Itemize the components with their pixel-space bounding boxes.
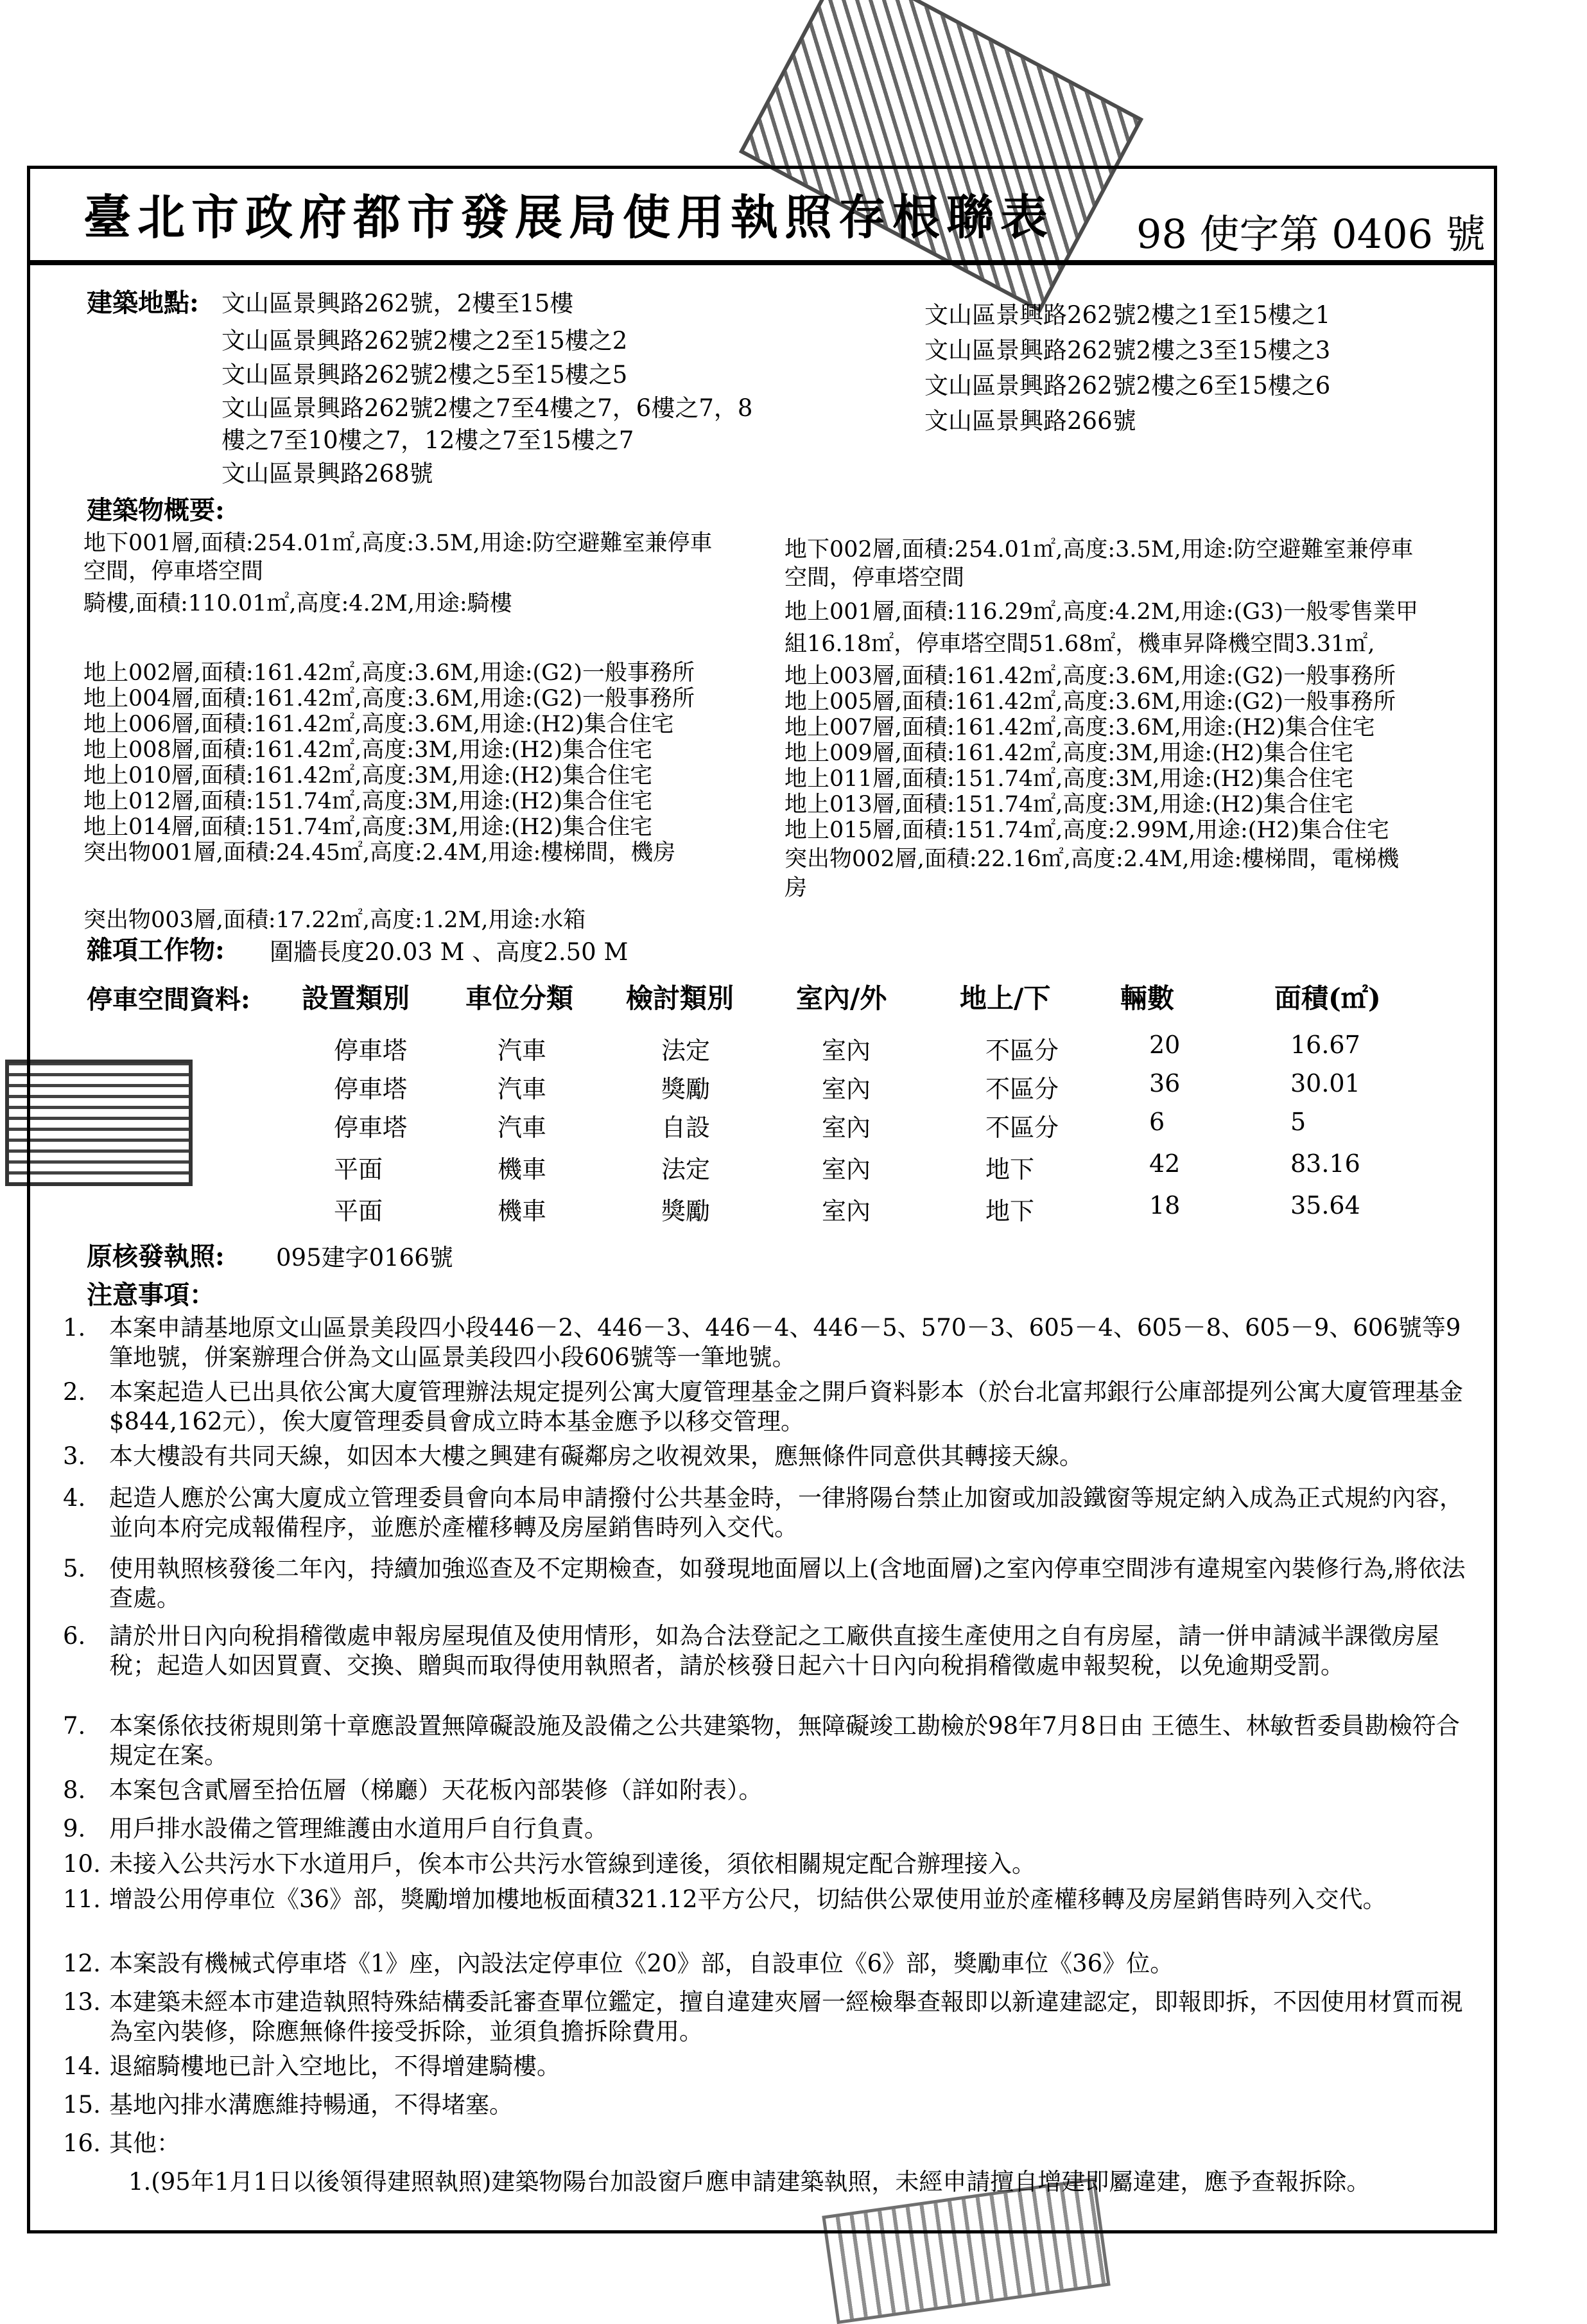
parking-cell: 83.16	[1290, 1149, 1360, 1178]
overview-line: 空間，停車塔空間	[785, 565, 965, 591]
note-number: 7.	[63, 1712, 86, 1740]
overview-line: 地上014層,面積:151.74㎡,高度:3M,用途:(H2)集合住宅	[83, 814, 653, 840]
note-number: 8.	[63, 1776, 86, 1804]
parking-cell: 停車塔	[334, 1114, 408, 1142]
location-label: 建築地點:	[87, 288, 199, 318]
note-text: 使用執照核發後二年內，持續加強巡查及不定期檢查，如發現地面層以上(含地面層)之室內停車空間涉有違規室內裝修行為,將依法查處。	[109, 1555, 1466, 1612]
parking-col-header: 設置類別	[302, 983, 410, 1014]
overview-line: 地上005層,面積:161.42㎡,高度:3.6M,用途:(G2)一般事務所	[785, 689, 1396, 715]
overview-line: 騎樓,面積:110.01㎡,高度:4.2M,用途:騎樓	[83, 591, 512, 616]
notes-sub-item: 1.(95年1月1日以後領得建照執照)建築物陽台加設窗戶應申請建築執照，未經申請擅自增建即屬違建，應予查報拆除。	[128, 2168, 1371, 2196]
note-number: 4.	[63, 1484, 86, 1512]
overview-line: 地上012層,面積:151.74㎡,高度:3M,用途:(H2)集合住宅	[83, 789, 653, 814]
parking-col-header: 面積(㎡)	[1274, 983, 1381, 1014]
overview-line: 地上008層,面積:161.42㎡,高度:3M,用途:(H2)集合住宅	[83, 737, 653, 763]
location-line: 文山區景興路262號2樓之6至15樓之6	[924, 372, 1331, 399]
note-text: 請於卅日內向稅捐稽徵處申報房屋現值及使用情形，如為合法登記之工廠供直接生產使用之自有房屋，請一併申請減半課徵房屋稅；起造人如因買賣、交換、贈與而取得使用執照者，請於核發日起六十日內向稅捐稽徵處申報契稅，以免逾期受罰。	[109, 1622, 1439, 1679]
misc-label: 雜項工作物:	[87, 935, 225, 965]
note-number: 2.	[63, 1378, 86, 1406]
parking-col-header: 輛數	[1120, 983, 1175, 1014]
document-title: 臺北市政府都市發展局使用執照存根聯表	[83, 190, 1054, 245]
note-text: 用戶排水設備之管理維護由水道用戶自行負責。	[109, 1815, 608, 1842]
location-line: 文山區景興路262號2樓之5至15樓之5	[221, 361, 628, 389]
parking-cell: 機車	[498, 1197, 547, 1225]
overview-label: 建築物概要:	[87, 495, 225, 525]
overview-line: 空間，停車塔空間	[83, 559, 264, 584]
note-number: 1.	[63, 1314, 86, 1341]
parking-cell: 法定	[661, 1155, 711, 1184]
parking-col-header: 室內/外	[796, 983, 887, 1014]
note-item	[63, 2052, 1483, 2081]
overview-line: 組16.18㎡，停車塔空間51.68㎡，機車昇降機空間3.31㎡,	[785, 631, 1375, 657]
overview-line: 地上013層,面積:151.74㎡,高度:3M,用途:(H2)集合住宅	[785, 792, 1354, 817]
parking-cell: 室內	[822, 1197, 871, 1225]
note-item	[63, 1377, 1483, 1437]
parking-cell: 平面	[334, 1155, 383, 1184]
parking-cell: 獎勵	[661, 1075, 711, 1103]
parking-col-header: 車位分類	[465, 983, 574, 1014]
note-item	[63, 1885, 1483, 1914]
note-text: 本案起造人已出具依公寓大廈管理辦法規定提列公寓大廈管理基金之開戶資料影本（於台北富邦銀行公庫部提列公寓大廈管理基金$844,162元），俟大廈管理委員會成立時本基金應予以移交管理。	[109, 1378, 1463, 1435]
overview-line: 地下002層,面積:254.01㎡,高度:3.5M,用途:防空避難室兼停車	[785, 537, 1414, 563]
overview-line: 突出物003層,面積:17.22㎡,高度:1.2M,用途:水箱	[83, 907, 586, 933]
parking-cell: 室內	[822, 1114, 871, 1142]
location-line: 文山區景興路262號2樓之3至15樓之3	[924, 336, 1331, 364]
overview-line: 地上003層,面積:161.42㎡,高度:3.6M,用途:(G2)一般事務所	[785, 663, 1396, 689]
note-item	[63, 1988, 1483, 2047]
note-text: 增設公用停車位《36》部，獎勵增加樓地板面積321.12平方公尺，切結供公眾使用並於產權移轉及房屋銷售時列入交代。	[109, 1885, 1387, 1913]
overview-line: 地上002層,面積:161.42㎡,高度:3.6M,用途:(G2)一般事務所	[83, 660, 695, 686]
notes-label: 注意事項：	[87, 1280, 215, 1310]
note-item	[63, 1949, 1483, 1979]
title-divider	[27, 260, 1494, 265]
parking-cell: 30.01	[1290, 1069, 1360, 1097]
overview-line: 地上001層,面積:116.29㎡,高度:4.2M,用途:(G3)一般零售業甲	[785, 599, 1419, 625]
note-text: 起造人應於公寓大廈成立管理委員會向本局申請撥付公共基金時，一律將陽台禁止加窗或加設鐵窗等規定納入成為正式規約內容，並向本府完成報備程序，並應於產權移轉及房屋銷售時列入交代。	[109, 1484, 1463, 1541]
parking-cell: 室內	[822, 1036, 871, 1065]
note-number: 3.	[63, 1442, 86, 1470]
parking-cell: 汽車	[498, 1075, 547, 1103]
parking-cell: 36	[1149, 1069, 1181, 1097]
note-item	[63, 1483, 1483, 1542]
parking-cell: 汽車	[498, 1114, 547, 1142]
misc-value: 圍牆長度20.03 M 、高度2.50 M	[270, 938, 629, 966]
permit-number: 98 使字第 0406 號	[1136, 211, 1486, 258]
note-item	[63, 1554, 1483, 1613]
note-item	[63, 1814, 1483, 1844]
parking-cell: 平面	[334, 1197, 383, 1225]
parking-cell: 20	[1149, 1031, 1181, 1059]
note-number: 13.	[63, 1988, 101, 2016]
note-number: 12.	[63, 1950, 101, 1977]
location-line: 文山區景興路262號2樓之1至15樓之1	[924, 301, 1331, 329]
parking-cell: 5	[1290, 1108, 1306, 1136]
note-item	[63, 1711, 1483, 1770]
parking-cell: 室內	[822, 1075, 871, 1103]
parking-cell: 16.67	[1290, 1031, 1360, 1059]
parking-label: 停車空間資料:	[87, 984, 250, 1015]
parking-cell: 獎勵	[661, 1197, 711, 1225]
overview-line: 地上007層,面積:161.42㎡,高度:3.6M,用途:(H2)集合住宅	[785, 715, 1375, 740]
location-line: 文山區景興路268號	[221, 460, 433, 487]
overview-line: 地上004層,面積:161.42㎡,高度:3.6M,用途:(G2)一般事務所	[83, 686, 695, 712]
note-text: 本案申請基地原文山區景美段四小段446－2、446－3、446－4、446－5、570－3、605－4、605－8、605－9、606號等9筆地號，併案辦理合併為文山區景美段四小段606號等一筆地號。	[109, 1314, 1461, 1371]
note-text: 基地內排水溝應維持暢通，不得堵塞。	[109, 2091, 513, 2119]
note-number: 14.	[63, 2052, 101, 2080]
parking-cell: 法定	[661, 1036, 711, 1065]
overview-line: 地上006層,面積:161.42㎡,高度:3.6M,用途:(H2)集合住宅	[83, 712, 674, 737]
note-text: 本大樓設有共同天線，如因本大樓之興建有礙鄰房之收視效果，應無條件同意供其轉接天線。	[109, 1442, 1083, 1470]
parking-cell: 不區分	[985, 1075, 1059, 1103]
location-line: 文山區景興路262號2樓之2至15樓之2	[221, 327, 628, 354]
parking-cell: 停車塔	[334, 1036, 408, 1065]
note-text: 退縮騎樓地已計入空地比，不得增建騎樓。	[109, 2052, 560, 2080]
parking-col-header: 地上/下	[960, 983, 1051, 1014]
parking-cell: 42	[1149, 1149, 1181, 1178]
parking-cell: 不區分	[985, 1114, 1059, 1142]
location-line: 文山區景興路262號，2樓至15樓	[221, 290, 574, 317]
note-item	[63, 1442, 1483, 1471]
note-text: 本建築未經本市建造執照特殊結構委託審查單位鑑定，擅自違建夾層一經檢舉查報即以新違建認定，即報即拆，不因使用材質而視為室內裝修，除應無條件接受拆除，並須負擔拆除費用。	[109, 1988, 1463, 2045]
note-number: 5.	[63, 1555, 86, 1582]
note-number: 9.	[63, 1815, 86, 1842]
overview-line: 地上010層,面積:161.42㎡,高度:3M,用途:(H2)集合住宅	[83, 763, 653, 789]
original-permit-label: 原核發執照:	[87, 1241, 225, 1271]
parking-cell: 地下	[985, 1197, 1035, 1225]
note-text: 本案係依技術規則第十章應設置無障礙設施及設備之公共建築物，無障礙竣工勘檢於98年7月8日由 王德生、林敏哲委員勘檢符合規定在案。	[109, 1712, 1460, 1769]
note-item	[63, 2129, 1483, 2158]
note-text: 未接入公共污水下水道用戶，俟本市公共污水管線到達後，須依相關規定配合辦理接入。	[109, 1850, 1036, 1878]
overview-line: 地上011層,面積:151.74㎡,高度:3M,用途:(H2)集合住宅	[785, 766, 1354, 792]
parking-cell: 35.64	[1290, 1191, 1360, 1219]
overview-line: 突出物001層,面積:24.45㎡,高度:2.4M,用途:樓梯間，機房	[83, 840, 676, 866]
note-number: 16.	[63, 2129, 101, 2157]
location-line: 文山區景興路266號	[924, 407, 1136, 435]
note-item	[63, 1776, 1483, 1805]
overview-line: 房	[785, 875, 808, 901]
note-text: 本案包含貳層至拾伍層（梯廳）天花板內部裝修（詳如附表）。	[109, 1776, 763, 1804]
overview-line: 地下001層,面積:254.01㎡,高度:3.5M,用途:防空避難室兼停車	[83, 530, 713, 556]
note-number: 11.	[63, 1885, 101, 1913]
note-number: 15.	[63, 2091, 101, 2119]
overview-line: 地上015層,面積:151.74㎡,高度:2.99M,用途:(H2)集合住宅	[785, 817, 1389, 843]
note-text: 其他：	[109, 2129, 180, 2157]
parking-cell: 6	[1149, 1108, 1165, 1136]
parking-cell: 機車	[498, 1155, 547, 1184]
parking-col-header: 檢討類別	[626, 983, 734, 1014]
parking-cell: 自設	[661, 1114, 711, 1142]
parking-cell: 不區分	[985, 1036, 1059, 1065]
location-line: 樓之7至10樓之7，12樓之7至15樓之7	[221, 426, 634, 454]
parking-cell: 室內	[822, 1155, 871, 1184]
parking-cell: 18	[1149, 1191, 1181, 1219]
original-permit-value: 095建字0166號	[276, 1244, 453, 1271]
note-item	[63, 1313, 1483, 1372]
note-item	[63, 1849, 1483, 1879]
overview-line: 地上009層,面積:161.42㎡,高度:3M,用途:(H2)集合住宅	[785, 740, 1354, 766]
overview-line: 突出物002層,面積:22.16㎡,高度:2.4M,用途:樓梯間，電梯機	[785, 846, 1400, 872]
location-line: 文山區景興路262號2樓之7至4樓之7，6樓之7，8	[221, 394, 753, 422]
note-number: 6.	[63, 1622, 86, 1650]
parking-cell: 汽車	[498, 1036, 547, 1065]
note-item	[63, 2090, 1483, 2120]
note-number: 10.	[63, 1850, 101, 1878]
note-text: 本案設有機械式停車塔《1》座，內設法定停車位《20》部，自設車位《6》部，獎勵車位《36》位。	[109, 1950, 1174, 1977]
parking-cell: 停車塔	[334, 1075, 408, 1103]
note-item	[63, 1621, 1483, 1681]
parking-cell: 地下	[985, 1155, 1035, 1184]
